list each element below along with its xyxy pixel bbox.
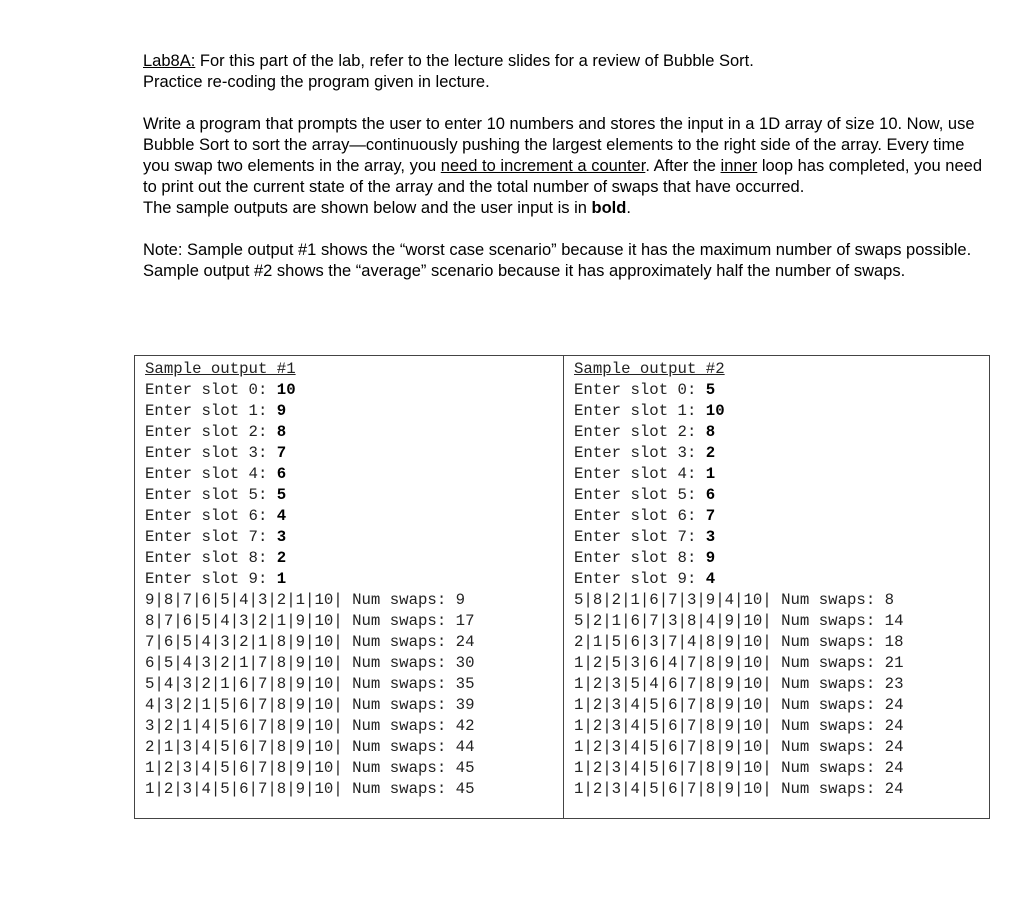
bold-note-end: .: [626, 199, 631, 217]
input-prompt-line: [574, 527, 989, 548]
prompt-text: Enter slot 4:: [574, 465, 706, 483]
lab-instructions: [143, 51, 983, 282]
input-prompt-line: [145, 443, 563, 464]
scenario-note: Note: Sample output #1 shows the “worst case scenario” because it has the maximum number of swaps possible. Sample output #2 shows the “average” scenario because it has approximately half the number of swaps.: [143, 241, 972, 280]
prompt-text: Enter slot 2:: [574, 423, 706, 441]
user-input-value: 6: [705, 486, 716, 504]
array-state-line: 8|7|6|5|4|3|2|1|9|10| Num swaps: 17: [145, 612, 475, 630]
input-prompt-line: [145, 548, 563, 569]
array-state-line: 3|2|1|4|5|6|7|8|9|10| Num swaps: 42: [145, 717, 475, 735]
array-state-line: 2|1|5|6|3|7|4|8|9|10| Num swaps: 18: [574, 633, 904, 651]
user-input-value: 9: [276, 402, 287, 420]
spacer: [143, 219, 983, 240]
array-state-line: 5|4|3|2|1|6|7|8|9|10| Num swaps: 35: [145, 675, 475, 693]
user-input-value: 4: [705, 570, 716, 588]
prompt-text: Enter slot 5:: [145, 486, 277, 504]
user-input-value: 7: [705, 507, 716, 525]
input-prompt-line: [145, 506, 563, 527]
input-prompt-line: [145, 569, 563, 590]
user-input-value: 4: [276, 507, 287, 525]
user-input-value: 8: [276, 423, 287, 441]
task-text-c: loop has completed, you need to print out the current state of the array and the total number of swaps that have occurred.: [143, 157, 982, 196]
prompt-text: Enter slot 8:: [574, 549, 706, 567]
user-input-value: 1: [276, 570, 287, 588]
task-paragraph: [143, 114, 983, 198]
prompt-text: Enter slot 5:: [574, 486, 706, 504]
input-prompt-line: [145, 422, 563, 443]
sample-2-title: Sample output #2: [574, 360, 725, 378]
lab-label: Lab8A:: [143, 52, 196, 70]
prompt-text: Enter slot 7:: [145, 528, 277, 546]
intro-line-2: Practice re-coding the program given in lecture.: [143, 73, 490, 91]
prompt-text: Enter slot 6:: [574, 507, 706, 525]
user-input-value: 8: [705, 423, 716, 441]
input-prompt-line: [574, 548, 989, 569]
user-input-value: 10: [276, 381, 296, 399]
prompt-text: Enter slot 9:: [574, 570, 706, 588]
input-prompt-line: [145, 485, 563, 506]
input-prompt-line: [145, 380, 563, 401]
prompt-text: Enter slot 3:: [145, 444, 277, 462]
input-prompt-line: [574, 380, 989, 401]
prompt-text: Enter slot 0:: [145, 381, 277, 399]
user-input-value: 5: [276, 486, 287, 504]
intro-text: For this part of the lab, refer to the lecture slides for a review of Bubble Sort.: [195, 52, 754, 70]
input-prompt-line: [145, 527, 563, 548]
bold-word: bold: [591, 199, 627, 217]
input-prompt-line: [574, 401, 989, 422]
prompt-text: Enter slot 2:: [145, 423, 277, 441]
array-state-line: 7|6|5|4|3|2|1|8|9|10| Num swaps: 24: [145, 633, 475, 651]
task-text-a: Write a program that prompts the user to enter 10 numbers and stores the input in a 1D array of size 10. Now, use Bubble Sort to sort the array—continuously pushing the largest elements to the right side of the array. Every time you swap two elements in the array, you: [143, 115, 975, 175]
prompt-text: Enter slot 0:: [574, 381, 706, 399]
input-prompt-line: [574, 464, 989, 485]
intro-paragraph: [143, 51, 983, 72]
input-prompt-line: [574, 569, 989, 590]
bold-note-paragraph: [143, 198, 983, 219]
array-state-line: 9|8|7|6|5|4|3|2|1|10| Num swaps: 9: [145, 591, 466, 609]
array-state-line: 6|5|4|3|2|1|7|8|9|10| Num swaps: 30: [145, 654, 475, 672]
array-state-line: 5|2|1|6|7|3|8|4|9|10| Num swaps: 14: [574, 612, 904, 630]
array-state-line: 1|2|3|4|5|6|7|8|9|10| Num swaps: 24: [574, 696, 904, 714]
bold-note-text: The sample outputs are shown below and the user input is in: [143, 199, 592, 217]
array-state-line: 1|2|5|3|6|4|7|8|9|10| Num swaps: 21: [574, 654, 904, 672]
prompt-text: Enter slot 6:: [145, 507, 277, 525]
array-state-line: 4|3|2|1|5|6|7|8|9|10| Num swaps: 39: [145, 696, 475, 714]
array-state-line: 5|8|2|1|6|7|3|9|4|10| Num swaps: 8: [574, 591, 895, 609]
input-prompt-line: [574, 506, 989, 527]
array-state-line: 1|2|3|4|5|6|7|8|9|10| Num swaps: 24: [574, 780, 904, 798]
user-input-value: 6: [276, 465, 287, 483]
input-prompt-line: [574, 443, 989, 464]
array-state-line: 1|2|3|4|5|6|7|8|9|10| Num swaps: 24: [574, 759, 904, 777]
user-input-value: 2: [276, 549, 287, 567]
user-input-value: 2: [705, 444, 716, 462]
spacer: [143, 93, 983, 114]
prompt-text: Enter slot 9:: [145, 570, 277, 588]
prompt-text: Enter slot 7:: [574, 528, 706, 546]
user-input-value: 1: [705, 465, 716, 483]
user-input-value: 3: [276, 528, 287, 546]
input-prompt-line: [574, 485, 989, 506]
array-state-line: 1|2|3|4|5|6|7|8|9|10| Num swaps: 45: [145, 759, 475, 777]
array-state-line: 1|2|3|4|5|6|7|8|9|10| Num swaps: 45: [145, 780, 475, 798]
user-input-value: 3: [705, 528, 716, 546]
input-prompt-line: [145, 464, 563, 485]
prompt-text: Enter slot 1:: [145, 402, 277, 420]
prompt-text: Enter slot 3:: [574, 444, 706, 462]
inner-emphasis: inner: [720, 157, 758, 175]
prompt-text: Enter slot 4:: [145, 465, 277, 483]
input-prompt-line: [145, 401, 563, 422]
user-input-value: 9: [705, 549, 716, 567]
task-text-b: . After the: [645, 157, 721, 175]
prompt-text: Enter slot 8:: [145, 549, 277, 567]
array-state-line: 1|2|3|5|4|6|7|8|9|10| Num swaps: 23: [574, 675, 904, 693]
user-input-value: 10: [705, 402, 725, 420]
sample-output-2: [564, 356, 989, 818]
user-input-value: 7: [276, 444, 287, 462]
counter-emphasis: need to increment a counter: [440, 157, 646, 175]
sample-output-1: [135, 356, 564, 818]
array-state-line: 1|2|3|4|5|6|7|8|9|10| Num swaps: 24: [574, 717, 904, 735]
prompt-text: Enter slot 1:: [574, 402, 706, 420]
input-prompt-line: [574, 422, 989, 443]
user-input-value: 5: [705, 381, 716, 399]
sample-1-title: Sample output #1: [145, 360, 296, 378]
sample-outputs-table: [134, 355, 990, 819]
array-state-line: 1|2|3|4|5|6|7|8|9|10| Num swaps: 24: [574, 738, 904, 756]
array-state-line: 2|1|3|4|5|6|7|8|9|10| Num swaps: 44: [145, 738, 475, 756]
